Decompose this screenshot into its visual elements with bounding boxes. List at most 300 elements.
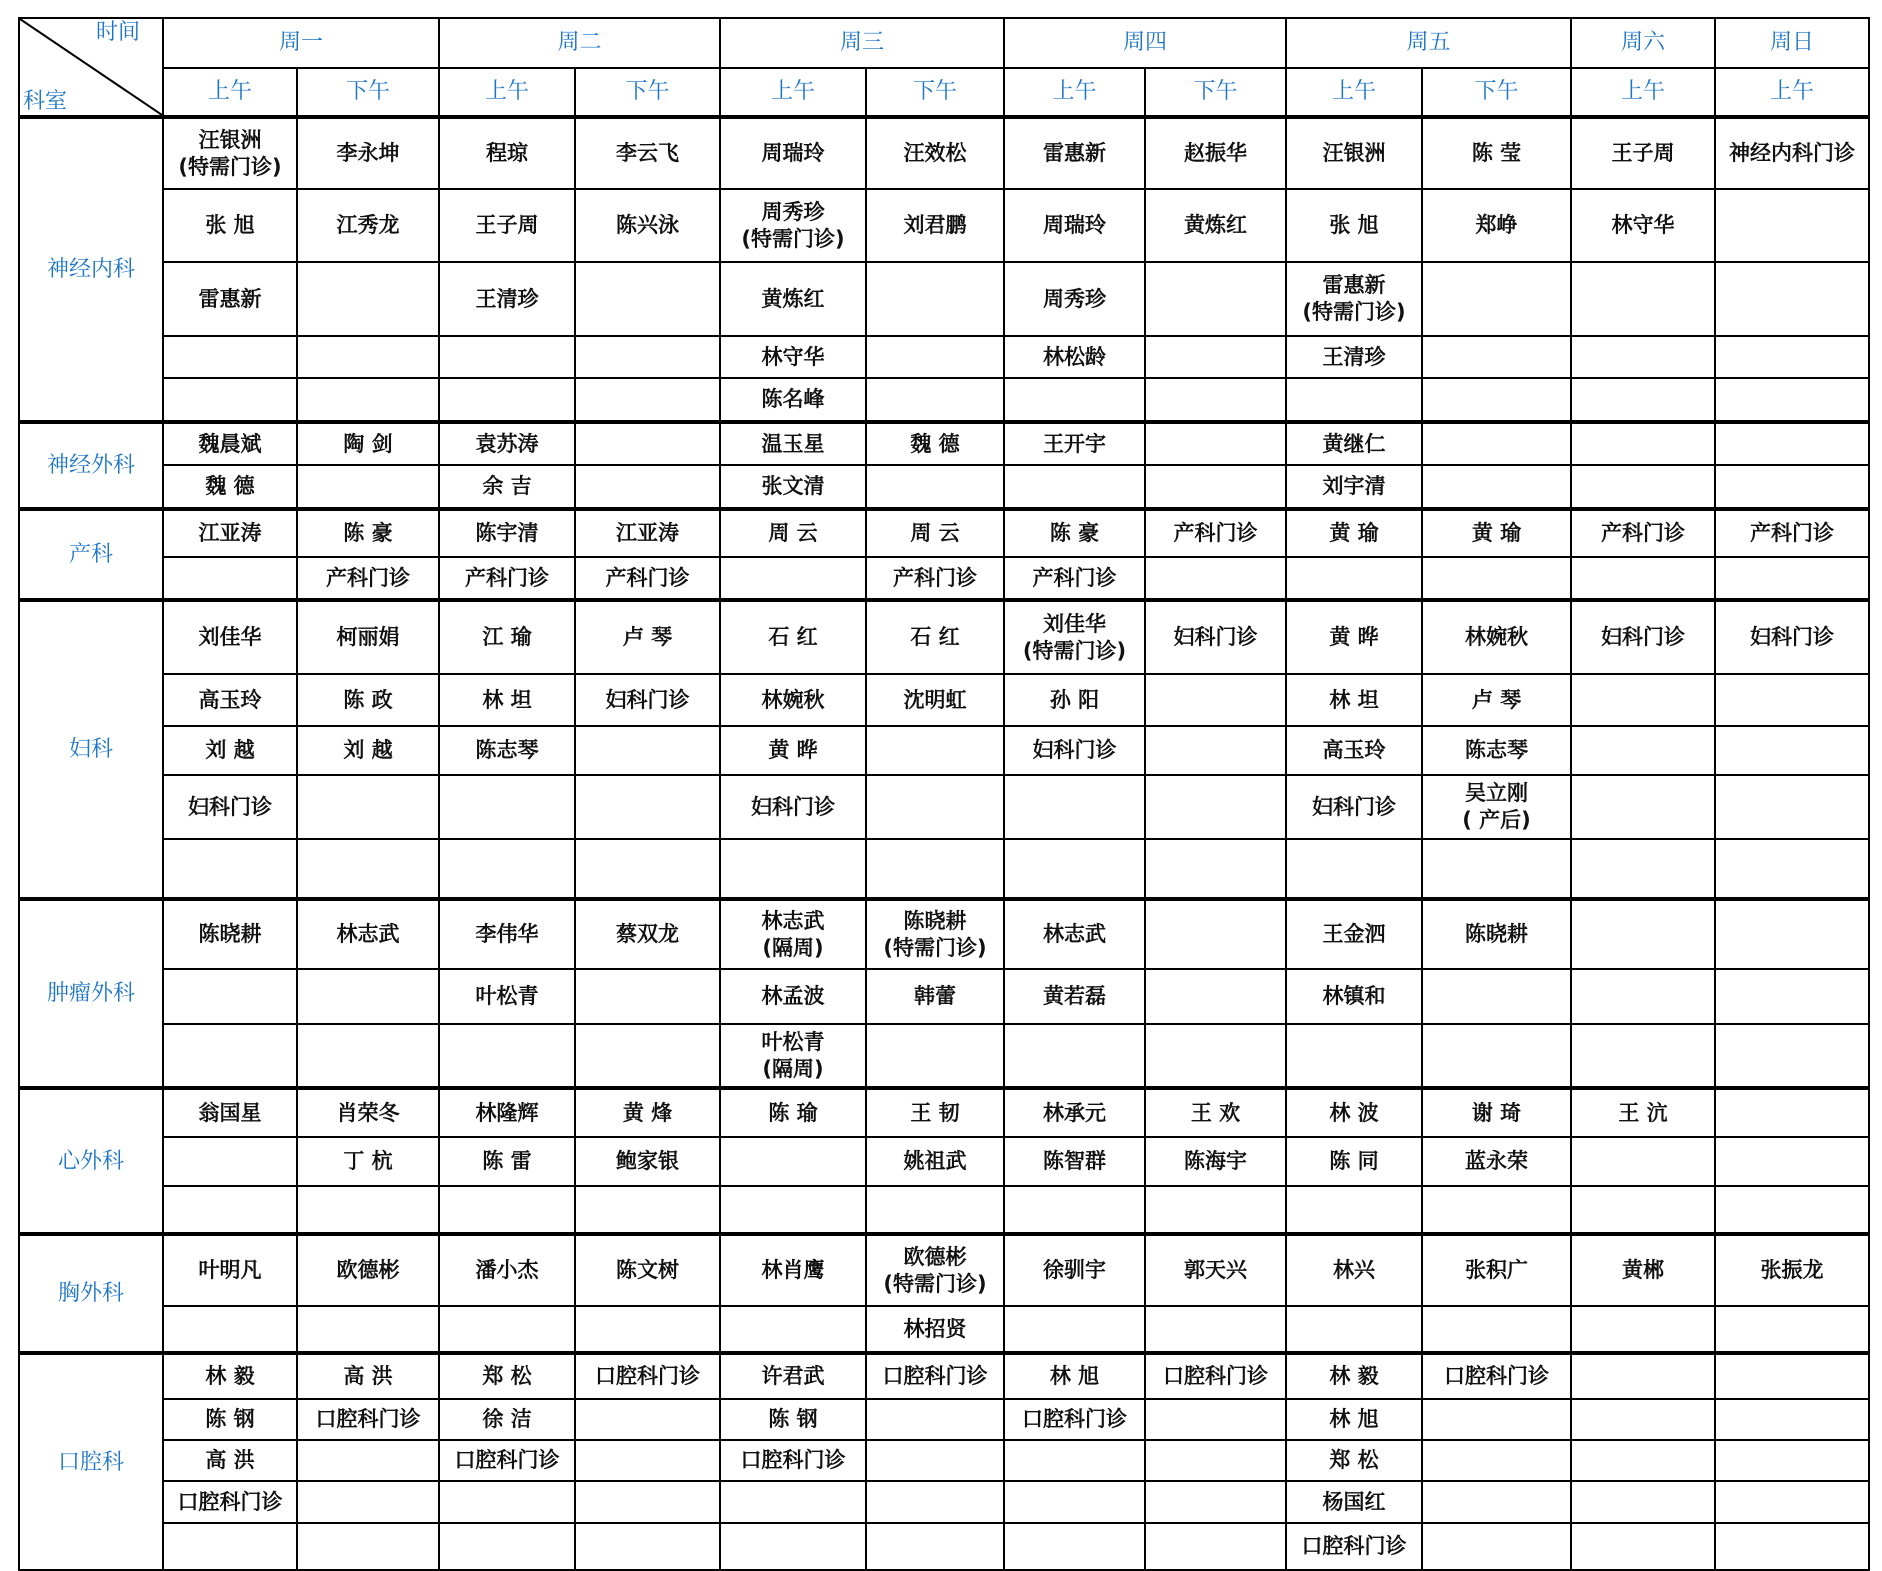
schedule-cell: 周瑞玲 (1004, 189, 1145, 262)
schedule-cell (1145, 1440, 1286, 1481)
schedule-cell (1571, 1399, 1715, 1440)
schedule-cell (1286, 839, 1422, 899)
schedule-cell: 汪银洲 (1286, 117, 1422, 189)
schedule-cell (866, 1024, 1004, 1088)
schedule-cell: 张文清 (720, 465, 866, 509)
schedule-cell: 魏晨斌 (163, 422, 297, 465)
schedule-cell: 黄若磊 (1004, 969, 1145, 1024)
period-header: 上午 (1004, 68, 1145, 118)
schedule-cell (1571, 1353, 1715, 1399)
schedule-cell (1715, 189, 1869, 262)
schedule-cell: 陈志琴 (1422, 726, 1571, 775)
schedule-cell: 黄 瑜 (1422, 509, 1571, 557)
schedule-cell (439, 1024, 575, 1088)
schedule-cell: 林 毅 (1286, 1353, 1422, 1399)
schedule-cell: 张 旭 (163, 189, 297, 262)
schedule-cell: 周秀珍 (1004, 262, 1145, 336)
schedule-cell: 沈明虹 (866, 674, 1004, 726)
schedule-cell (575, 422, 720, 465)
schedule-cell: 柯丽娟 (297, 600, 439, 674)
schedule-cell (163, 557, 297, 600)
schedule-cell: 郑 松 (1286, 1440, 1422, 1481)
schedule-cell (866, 262, 1004, 336)
schedule-cell (1004, 1440, 1145, 1481)
day-header: 周二 (439, 18, 720, 68)
schedule-cell: 陈 政 (297, 674, 439, 726)
schedule-cell: 王金泗 (1286, 899, 1422, 969)
period-header: 下午 (297, 68, 439, 118)
schedule-cell (1715, 839, 1869, 899)
schedule-cell: 叶明凡 (163, 1234, 297, 1306)
schedule-cell: 孙 阳 (1004, 674, 1145, 726)
schedule-cell (297, 465, 439, 509)
schedule-cell: 肖荣冬 (297, 1088, 439, 1137)
schedule-cell (1422, 336, 1571, 378)
schedule-cell: 潘小杰 (439, 1234, 575, 1306)
schedule-cell (575, 969, 720, 1024)
schedule-cell: 温玉星 (720, 422, 866, 465)
schedule-cell: 翁国星 (163, 1088, 297, 1137)
schedule-cell (1715, 557, 1869, 600)
schedule-cell: 陈 豪 (1004, 509, 1145, 557)
schedule-cell: 高玉玲 (1286, 726, 1422, 775)
period-header: 下午 (866, 68, 1004, 118)
schedule-cell (1145, 1399, 1286, 1440)
schedule-cell: 江亚涛 (575, 509, 720, 557)
schedule-cell: 刘佳华 (163, 600, 297, 674)
schedule-cell (866, 1399, 1004, 1440)
period-header: 上午 (1286, 68, 1422, 118)
schedule-cell: 汪银洲 (特需门诊) (163, 117, 297, 189)
schedule-cell: 林婉秋 (720, 674, 866, 726)
schedule-cell: 欧德彬 (特需门诊) (866, 1234, 1004, 1306)
schedule-cell (163, 1137, 297, 1186)
schedule-cell (1422, 1024, 1571, 1088)
schedule-cell (575, 1024, 720, 1088)
schedule-cell (575, 1440, 720, 1481)
schedule-cell (1145, 1186, 1286, 1234)
schedule-cell (1422, 557, 1571, 600)
schedule-cell (297, 1306, 439, 1353)
schedule-cell: 陈晓耕 (1422, 899, 1571, 969)
schedule-cell (575, 1481, 720, 1523)
schedule-cell (1715, 262, 1869, 336)
schedule-cell (1145, 1523, 1286, 1570)
schedule-cell (1571, 262, 1715, 336)
schedule-cell (1004, 775, 1145, 839)
schedule-cell: 陈兴泳 (575, 189, 720, 262)
schedule-cell (297, 1186, 439, 1234)
schedule-cell: 林 毅 (163, 1353, 297, 1399)
schedule-cell (297, 378, 439, 422)
schedule-cell (1715, 1306, 1869, 1353)
schedule-row (19, 189, 1869, 262)
schedule-cell (720, 1481, 866, 1523)
schedule-cell (1715, 1088, 1869, 1137)
schedule-cell (1715, 1523, 1869, 1570)
schedule-cell (1422, 1481, 1571, 1523)
schedule-cell (1715, 1440, 1869, 1481)
schedule-cell (1715, 465, 1869, 509)
schedule-cell (1145, 378, 1286, 422)
schedule-cell: 程琼 (439, 117, 575, 189)
schedule-cell: 林镇和 (1286, 969, 1422, 1024)
schedule-cell: 产科门诊 (575, 557, 720, 600)
schedule-cell: 许君武 (720, 1353, 866, 1399)
schedule-cell (439, 775, 575, 839)
schedule-cell: 林隆辉 (439, 1088, 575, 1137)
period-header: 下午 (1422, 68, 1571, 118)
schedule-cell: 丁 杭 (297, 1137, 439, 1186)
schedule-cell (1422, 422, 1571, 465)
schedule-cell: 口腔科门诊 (439, 1440, 575, 1481)
schedule-cell: 刘宇清 (1286, 465, 1422, 509)
schedule-cell: 林志武 (297, 899, 439, 969)
schedule-cell (720, 1306, 866, 1353)
schedule-cell (866, 378, 1004, 422)
schedule-cell: 口腔科门诊 (866, 1353, 1004, 1399)
schedule-cell: 黄 瑜 (1286, 509, 1422, 557)
schedule-row (19, 674, 1869, 726)
schedule-cell (1004, 465, 1145, 509)
schedule-row (19, 775, 1869, 839)
schedule-cell (1571, 422, 1715, 465)
schedule-cell (1715, 1186, 1869, 1234)
schedule-cell (163, 839, 297, 899)
schedule-cell (1422, 1440, 1571, 1481)
schedule-cell: 林承元 (1004, 1088, 1145, 1137)
schedule-cell: 高 洪 (163, 1440, 297, 1481)
schedule-row (19, 422, 1869, 465)
schedule-cell (1715, 1399, 1869, 1440)
schedule-cell (1145, 1481, 1286, 1523)
schedule-cell (439, 1306, 575, 1353)
schedule-cell (1004, 1306, 1145, 1353)
period-header: 上午 (1571, 68, 1715, 118)
schedule-cell (163, 969, 297, 1024)
schedule-cell: 杨国红 (1286, 1481, 1422, 1523)
schedule-cell (1145, 969, 1286, 1024)
schedule-cell: 王 欢 (1145, 1088, 1286, 1137)
schedule-cell: 陈 同 (1286, 1137, 1422, 1186)
schedule-cell: 周秀珍 (特需门诊) (720, 189, 866, 262)
schedule-cell: 陈文树 (575, 1234, 720, 1306)
schedule-cell (720, 1523, 866, 1570)
schedule-cell: 吴立刚 ( 产后) (1422, 775, 1571, 839)
schedule-cell (163, 378, 297, 422)
schedule-cell: 李云飞 (575, 117, 720, 189)
schedule-cell (1004, 1186, 1145, 1234)
schedule-cell (866, 839, 1004, 899)
day-header: 周四 (1004, 18, 1286, 68)
schedule-cell (1715, 1024, 1869, 1088)
schedule-cell: 林志武 (1004, 899, 1145, 969)
schedule-cell (575, 726, 720, 775)
schedule-cell (1145, 674, 1286, 726)
schedule-cell: 妇科门诊 (1286, 775, 1422, 839)
schedule-cell: 陈名峰 (720, 378, 866, 422)
schedule-cell: 陈 钢 (163, 1399, 297, 1440)
schedule-cell: 王子周 (1571, 117, 1715, 189)
schedule-cell: 叶松青 (439, 969, 575, 1024)
department-label: 妇科 (19, 600, 163, 899)
schedule-cell: 黄 烽 (575, 1088, 720, 1137)
schedule-cell: 妇科门诊 (1004, 726, 1145, 775)
department-label: 肿瘤外科 (19, 899, 163, 1088)
schedule-cell (1004, 1024, 1145, 1088)
schedule-cell: 赵振华 (1145, 117, 1286, 189)
schedule-cell: 林肖鹰 (720, 1234, 866, 1306)
schedule-cell (1145, 465, 1286, 509)
schedule-cell: 口腔科门诊 (1145, 1353, 1286, 1399)
schedule-cell (575, 775, 720, 839)
schedule-cell (1422, 378, 1571, 422)
schedule-cell (163, 1186, 297, 1234)
schedule-cell: 高玉玲 (163, 674, 297, 726)
schedule-cell: 产科门诊 (1715, 509, 1869, 557)
schedule-cell (575, 1186, 720, 1234)
schedule-cell: 陈 钢 (720, 1399, 866, 1440)
schedule-cell: 黄继仁 (1286, 422, 1422, 465)
schedule-cell: 林 旭 (1286, 1399, 1422, 1440)
schedule-cell: 妇科门诊 (1145, 600, 1286, 674)
department-label: 心外科 (19, 1088, 163, 1234)
schedule-row (19, 509, 1869, 557)
schedule-cell (1571, 674, 1715, 726)
schedule-cell (297, 1440, 439, 1481)
schedule-cell: 姚祖武 (866, 1137, 1004, 1186)
schedule-cell: 黄 晔 (720, 726, 866, 775)
department-label: 神经内科 (19, 117, 163, 422)
schedule-cell (1715, 336, 1869, 378)
schedule-cell: 欧德彬 (297, 1234, 439, 1306)
schedule-cell: 王子周 (439, 189, 575, 262)
schedule-row (19, 1481, 1869, 1523)
schedule-cell: 徐 洁 (439, 1399, 575, 1440)
schedule-cell: 袁苏涛 (439, 422, 575, 465)
schedule-cell: 林招贤 (866, 1306, 1004, 1353)
schedule-cell: 产科门诊 (1004, 557, 1145, 600)
schedule-cell (575, 839, 720, 899)
schedule-cell: 陈 雷 (439, 1137, 575, 1186)
schedule-cell: 周瑞玲 (720, 117, 866, 189)
schedule-cell (1571, 336, 1715, 378)
schedule-cell: 口腔科门诊 (1286, 1523, 1422, 1570)
schedule-cell (1422, 465, 1571, 509)
schedule-cell: 林 波 (1286, 1088, 1422, 1137)
schedule-row (19, 1353, 1869, 1399)
schedule-cell (720, 557, 866, 600)
schedule-cell: 产科门诊 (866, 557, 1004, 600)
schedule-cell: 陈 莹 (1422, 117, 1571, 189)
schedule-cell: 郭天兴 (1145, 1234, 1286, 1306)
schedule-cell: 神经内科门诊 (1715, 117, 1869, 189)
schedule-cell: 妇科门诊 (720, 775, 866, 839)
schedule-cell (297, 775, 439, 839)
schedule-cell (575, 1399, 720, 1440)
schedule-cell (1715, 775, 1869, 839)
corner-dept-label: 科室 (23, 89, 68, 114)
schedule-row (19, 465, 1869, 509)
schedule-cell (575, 262, 720, 336)
schedule-cell: 林兴 (1286, 1234, 1422, 1306)
schedule-row (19, 1523, 1869, 1570)
schedule-cell (1145, 899, 1286, 969)
schedule-cell: 林婉秋 (1422, 600, 1571, 674)
schedule-cell: 陈晓耕 (特需门诊) (866, 899, 1004, 969)
department-label: 胸外科 (19, 1234, 163, 1353)
corner-time-label: 时间 (95, 20, 140, 45)
schedule-cell: 李永坤 (297, 117, 439, 189)
schedule-cell (1286, 378, 1422, 422)
schedule-cell: 石 红 (720, 600, 866, 674)
schedule-cell (1286, 1186, 1422, 1234)
schedule-cell (297, 1481, 439, 1523)
schedule-cell: 口腔科门诊 (575, 1353, 720, 1399)
schedule-row (19, 1024, 1869, 1088)
schedule-cell: 周 云 (720, 509, 866, 557)
schedule-cell: 林孟波 (720, 969, 866, 1024)
schedule-cell (1571, 557, 1715, 600)
schedule-cell: 黄郴 (1571, 1234, 1715, 1306)
schedule-cell (1286, 1306, 1422, 1353)
schedule-cell (1004, 1523, 1145, 1570)
schedule-cell: 张积广 (1422, 1234, 1571, 1306)
period-header: 上午 (1715, 68, 1869, 118)
schedule-cell (1571, 465, 1715, 509)
schedule-cell (297, 1523, 439, 1570)
schedule-cell (1145, 557, 1286, 600)
schedule-cell: 口腔科门诊 (1422, 1353, 1571, 1399)
schedule-row (19, 969, 1869, 1024)
schedule-cell (1004, 1481, 1145, 1523)
schedule-cell (1571, 726, 1715, 775)
schedule-cell: 高 洪 (297, 1353, 439, 1399)
schedule-cell (1004, 378, 1145, 422)
schedule-cell: 陈志琴 (439, 726, 575, 775)
schedule-cell: 刘君鹏 (866, 189, 1004, 262)
day-header: 周六 (1571, 18, 1715, 68)
schedule-cell (1571, 1186, 1715, 1234)
schedule-cell (1422, 1399, 1571, 1440)
schedule-cell: 产科门诊 (439, 557, 575, 600)
schedule-row (19, 1399, 1869, 1440)
schedule-cell (866, 1481, 1004, 1523)
schedule-cell: 陶 剑 (297, 422, 439, 465)
schedule-cell: 林志武 (隔周) (720, 899, 866, 969)
schedule-cell (1145, 839, 1286, 899)
schedule-cell: 江 瑜 (439, 600, 575, 674)
schedule-cell (1571, 1137, 1715, 1186)
schedule-cell (1145, 775, 1286, 839)
schedule-cell: 林松龄 (1004, 336, 1145, 378)
period-header: 上午 (163, 68, 297, 118)
schedule-cell (1422, 1523, 1571, 1570)
schedule-cell: 郑 松 (439, 1353, 575, 1399)
schedule-cell: 李伟华 (439, 899, 575, 969)
schedule-row (19, 1186, 1869, 1234)
schedule-cell (1571, 1306, 1715, 1353)
schedule-cell: 雷惠新 (163, 262, 297, 336)
schedule-cell: 口腔科门诊 (1004, 1399, 1145, 1440)
schedule-cell (439, 1523, 575, 1570)
schedule-cell (1422, 1186, 1571, 1234)
schedule-cell: 黄 晔 (1286, 600, 1422, 674)
schedule-cell (1715, 674, 1869, 726)
schedule-cell: 周 云 (866, 509, 1004, 557)
schedule-cell (866, 1523, 1004, 1570)
schedule-cell: 陈宇清 (439, 509, 575, 557)
schedule-cell: 林守华 (720, 336, 866, 378)
schedule-cell (1286, 557, 1422, 600)
schedule-cell (1004, 839, 1145, 899)
schedule-cell (1571, 839, 1715, 899)
department-label: 口腔科 (19, 1353, 163, 1570)
schedule-cell: 陈 瑜 (720, 1088, 866, 1137)
schedule-cell: 王 韧 (866, 1088, 1004, 1137)
schedule-row (19, 1088, 1869, 1137)
schedule-cell (1571, 1440, 1715, 1481)
schedule-cell (297, 1024, 439, 1088)
schedule-cell: 刘佳华 (特需门诊) (1004, 600, 1145, 674)
schedule-cell (1422, 839, 1571, 899)
schedule-cell (1715, 1137, 1869, 1186)
schedule-cell (866, 1186, 1004, 1234)
period-header: 上午 (439, 68, 575, 118)
schedule-cell (866, 465, 1004, 509)
schedule-cell: 妇科门诊 (1715, 600, 1869, 674)
schedule-cell: 鲍家银 (575, 1137, 720, 1186)
schedule-cell: 产科门诊 (297, 557, 439, 600)
schedule-cell: 雷惠新 (特需门诊) (1286, 262, 1422, 336)
schedule-cell: 韩蕾 (866, 969, 1004, 1024)
schedule-cell (297, 839, 439, 899)
schedule-cell (1715, 899, 1869, 969)
schedule-cell: 林 坦 (439, 674, 575, 726)
schedule-cell (1715, 969, 1869, 1024)
schedule-row (19, 336, 1869, 378)
schedule-cell (575, 1306, 720, 1353)
schedule-cell (720, 1186, 866, 1234)
schedule-cell: 陈晓耕 (163, 899, 297, 969)
schedule-cell (1715, 422, 1869, 465)
schedule-cell: 林 旭 (1004, 1353, 1145, 1399)
schedule-cell (1145, 1306, 1286, 1353)
schedule-cell: 陈 豪 (297, 509, 439, 557)
schedule-cell: 黄炼红 (720, 262, 866, 336)
schedule-cell (866, 775, 1004, 839)
schedule-cell (1571, 1024, 1715, 1088)
period-header: 上午 (720, 68, 866, 118)
schedule-cell: 王开宇 (1004, 422, 1145, 465)
schedule-cell: 妇科门诊 (1571, 600, 1715, 674)
schedule-cell (163, 1024, 297, 1088)
schedule-row (19, 1306, 1869, 1353)
schedule-cell: 王清珍 (439, 262, 575, 336)
department-label: 产科 (19, 509, 163, 600)
schedule-cell (720, 839, 866, 899)
schedule-cell (297, 969, 439, 1024)
day-header: 周日 (1715, 18, 1869, 68)
schedule-cell (163, 1523, 297, 1570)
clinic-schedule-table (18, 17, 1870, 1571)
schedule-row (19, 839, 1869, 899)
schedule-cell (1145, 262, 1286, 336)
schedule-cell: 雷惠新 (1004, 117, 1145, 189)
schedule-cell: 江亚涛 (163, 509, 297, 557)
schedule-cell (720, 1137, 866, 1186)
schedule-cell (1422, 1306, 1571, 1353)
